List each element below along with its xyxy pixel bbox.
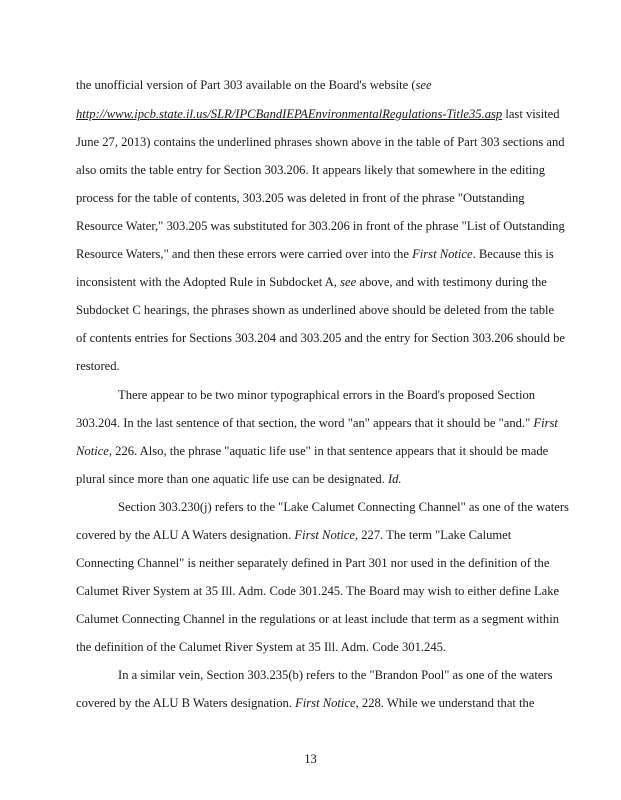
first-notice-citation: First Notice xyxy=(294,528,355,542)
see-citation: see xyxy=(415,78,432,92)
first-notice-citation: First Notice xyxy=(295,696,356,710)
text-line: the definition of the Calumet River System at 35 Ill. Adm. Code 301.245. xyxy=(76,640,447,654)
text-line: process for the table of contents, 303.205 was deleted in front of the phrase "Outstanding xyxy=(76,191,525,205)
text-line: inconsistent with the Adopted Rule in Subdocket A, see above, and with testimony during the xyxy=(76,275,547,289)
first-notice-citation: First Notice xyxy=(412,247,473,261)
text-line: Resource Water," 303.205 was substituted for 303.206 in front of the phrase "List of Outstanding xyxy=(76,219,565,233)
text-line: Subdocket C hearings, the phrases shown as underlined above should be deleted from the table xyxy=(76,303,555,317)
text-line: There appear to be two minor typographical errors in the Board's proposed Section xyxy=(118,388,536,402)
text-line: Section 303.230(j) refers to the "Lake Calumet Connecting Channel" as one of the waters xyxy=(118,500,569,514)
text-line: Calumet River System at 35 Ill. Adm. Code 301.245. The Board may wish to either define Lake xyxy=(76,584,560,598)
text-line: plural since more than one aquatic life use can be designated. Id. xyxy=(76,472,402,486)
text-line: Connecting Channel" is neither separately defined in Part 301 nor used in the definition of the xyxy=(76,556,550,570)
text-line: http://www.ipcb.state.il.us/SLR/IPCBandIEPAEnvironmentalRegulations-Title35.asp last visited xyxy=(76,107,560,121)
first-notice-citation: Notice xyxy=(76,444,109,458)
text-line: covered by the ALU A Waters designation. First Notice, 227. The term "Lake Calumet xyxy=(76,528,512,542)
text-line: Resource Waters," and then these errors were carried over into the First Notice. Because this is xyxy=(76,247,554,261)
first-notice-citation: First xyxy=(533,416,558,430)
text-line: of contents entries for Sections 303.204 and 303.205 and the entry for Section 303.206 should be xyxy=(76,331,565,345)
see-citation: see xyxy=(340,275,357,289)
board-website-link[interactable]: http://www.ipcb.state.il.us/SLR/IPCBandIEPAEnvironmentalRegulations-Title35.asp xyxy=(76,107,503,121)
text-line: In a similar vein, Section 303.235(b) refers to the "Brandon Pool" as one of the waters xyxy=(118,668,553,682)
text-line: the unofficial version of Part 303 available on the Board's website (see xyxy=(76,78,432,92)
text-line: June 27, 2013) contains the underlined phrases shown above in the table of Part 303 sections and xyxy=(76,135,565,149)
text-line: also omits the table entry for Section 303.206. It appears likely that somewhere in the editing xyxy=(76,163,546,177)
text-line: Calumet Connecting Channel in the regulations or at least include that term as a segment within xyxy=(76,612,559,626)
page-number: 13 xyxy=(304,752,317,766)
text-line: restored. xyxy=(76,359,120,373)
id-citation: Id. xyxy=(387,472,402,486)
text-line: Notice, 226. Also, the phrase "aquatic life use" in that sentence appears that it should be made xyxy=(76,444,549,458)
text-line: covered by the ALU B Waters designation. First Notice, 228. While we understand that the xyxy=(76,696,535,710)
text-line: 303.204. In the last sentence of that section, the word "an" appears that it should be "and." First xyxy=(76,416,558,430)
